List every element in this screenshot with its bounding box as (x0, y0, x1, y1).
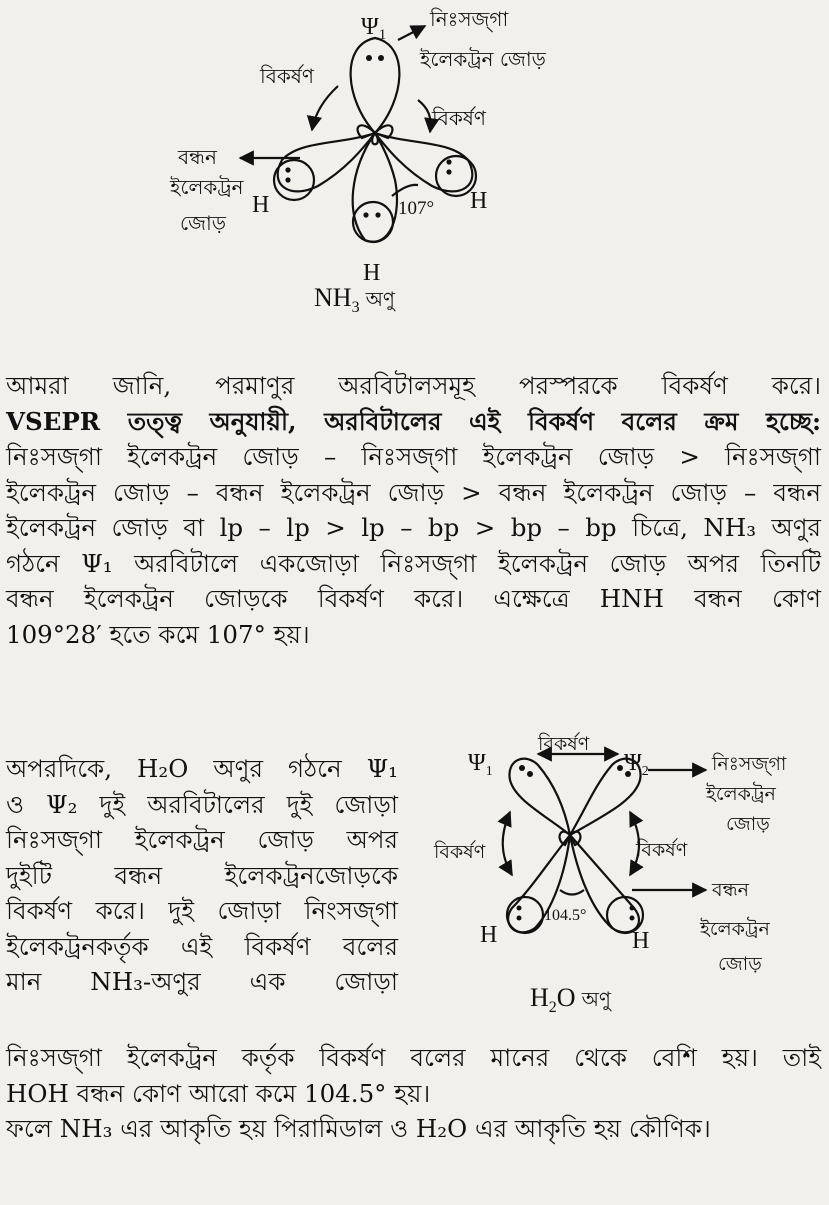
nh3-bond-angle: 107° (398, 198, 435, 219)
nh3-bond-pair-label-1: বন্ধন (178, 145, 217, 169)
text-line: HOH বন্ধন কোণ আরো কমে 104.5° হয়। (6, 1078, 431, 1108)
text-line: দুইটি বন্ধন ইলেকট্রনজোড়কে (6, 860, 398, 890)
h2o-h-left: H (480, 922, 498, 948)
h2o-psi1-lobe (509, 759, 570, 835)
text-line: মান NH₃-অণুর এক জোড়া (6, 967, 398, 996)
h2o-psi2-label: $\Psi_2$ (624, 750, 649, 779)
nh3-bottom-bond-lobe (353, 133, 397, 242)
h2o-bond-pair-label-2: ইলেকট্রন (700, 918, 770, 940)
paragraph-conclusion (6, 1040, 821, 1147)
h2o-lone-pair-label-2: ইলেকট্রন (706, 783, 776, 805)
h2o-bond-angle: 104.5° (544, 907, 587, 924)
text-line: বিকর্ষণ করে। দুই জোড়া নিংসজ্গা (6, 896, 398, 925)
text-line: নিঃসজ্গা ইলেকট্রন জোড় অপর (6, 825, 398, 854)
text-line: নিঃসজ্গা ইলেকট্রন কর্তৃক বিকর্ষণ বলের মানের থেকে বেশি হয়। তাই (6, 1043, 821, 1072)
nh3-lone-pair-label-1: নিঃসজ্গা (430, 7, 509, 31)
h2o-h-right: H (632, 928, 650, 954)
h2o-lone-pair-label-1: নিঃসজ্গা (712, 753, 787, 775)
h2o-repulsion-top-label: বিকর্ষণ (538, 733, 590, 755)
nh3-h-bottom: H (363, 260, 381, 286)
text-line: ইলেকট্রন জোড় – বন্ধন ইলেকট্রন জোড় > বন্ধন ইলেকট্রন জোড় – বন্ধন (6, 477, 821, 507)
h2o-bond-pair-label-3: জোড় (718, 953, 762, 975)
h2o-bond-pair-label-1: বন্ধন (712, 879, 749, 901)
text-line: ইলেকট্রনকর্তৃক এই বিকর্ষণ বলের (6, 931, 398, 961)
h2o-psi1-label: $\Psi_1$ (468, 750, 493, 779)
paragraph-vsepr (6, 368, 821, 652)
h2o-repulsion-right-label: বিকর্ষণ (636, 839, 688, 861)
text-line: নিঃসজ্গা ইলেকট্রন জোড় – নিঃসজ্গা ইলেকট্রন জোড় > নিঃসজ্গা (6, 442, 821, 471)
h2o-caption: $H_2O$ অণু (530, 983, 611, 1016)
text-line: 109°28′ হতে কমে 107° হয়। (6, 619, 310, 649)
paragraph-h2o (6, 751, 398, 1000)
nh3-diagram (0, 0, 829, 330)
nh3-repulsion-right-label: বিকর্ষণ (432, 106, 486, 130)
nh3-h-right: H (470, 188, 488, 214)
nh3-psi-label: $\Psi_1$ (361, 14, 387, 43)
text-line: ফলে NH₃ এর আকৃতি হয় পিরামিডাল ও H₂O এর আকৃতি হয় কৌণিক। (6, 1114, 711, 1143)
text-line: অপরদিকে, H₂O অণুর গঠনে Ψ₁ (6, 754, 398, 783)
nh3-caption: $NH_3$ $^{অণু}$ (314, 283, 395, 316)
nh3-lone-pair-lobe (351, 38, 400, 133)
nh3-bond-pair-label-3: জোড় (180, 211, 227, 235)
text-line: ও Ψ₂ দুই অরবিটালের দুই জোড়া (6, 789, 398, 819)
nh3-h-left: H (252, 192, 270, 218)
nh3-lone-pair-label-2: ইলেকট্রন জোড় (420, 47, 546, 71)
nh3-bond-pair-label-2: ইলেকট্রন (170, 175, 244, 199)
nh3-repulsion-left-label: বিকর্ষণ (260, 64, 314, 88)
text-line: আমরা জানি, পরমাণুর অরবিটালসমূহ পরস্পরকে বিকর্ষণ করে। (6, 371, 821, 400)
text-line: ইলেকট্রন জোড় বা lp – lp > lp – bp > bp – bp চিত্রে, NH₃ অণুর (6, 513, 821, 542)
text-line: বন্ধন ইলেকট্রন জোড়কে বিকর্ষণ করে। এক্ষেত্রে HNH বন্ধন কোণ (6, 584, 821, 613)
h2o-lone-pair-label-3: জোড় (726, 813, 770, 835)
text-line: গঠনে Ψ₁ অরবিটালে একজোড়া নিঃসজ্গা ইলেকট্রন জোড় অপর তিনটি (6, 548, 821, 578)
text-line: VSEPR তত্ত্ব অনুযায়ী, অরবিটালের এই বিকর্ষণ বলের ক্রম হচ্ছে: (6, 406, 821, 436)
h2o-diagram (420, 730, 825, 1030)
h2o-repulsion-left-label: বিকর্ষণ (434, 841, 486, 863)
